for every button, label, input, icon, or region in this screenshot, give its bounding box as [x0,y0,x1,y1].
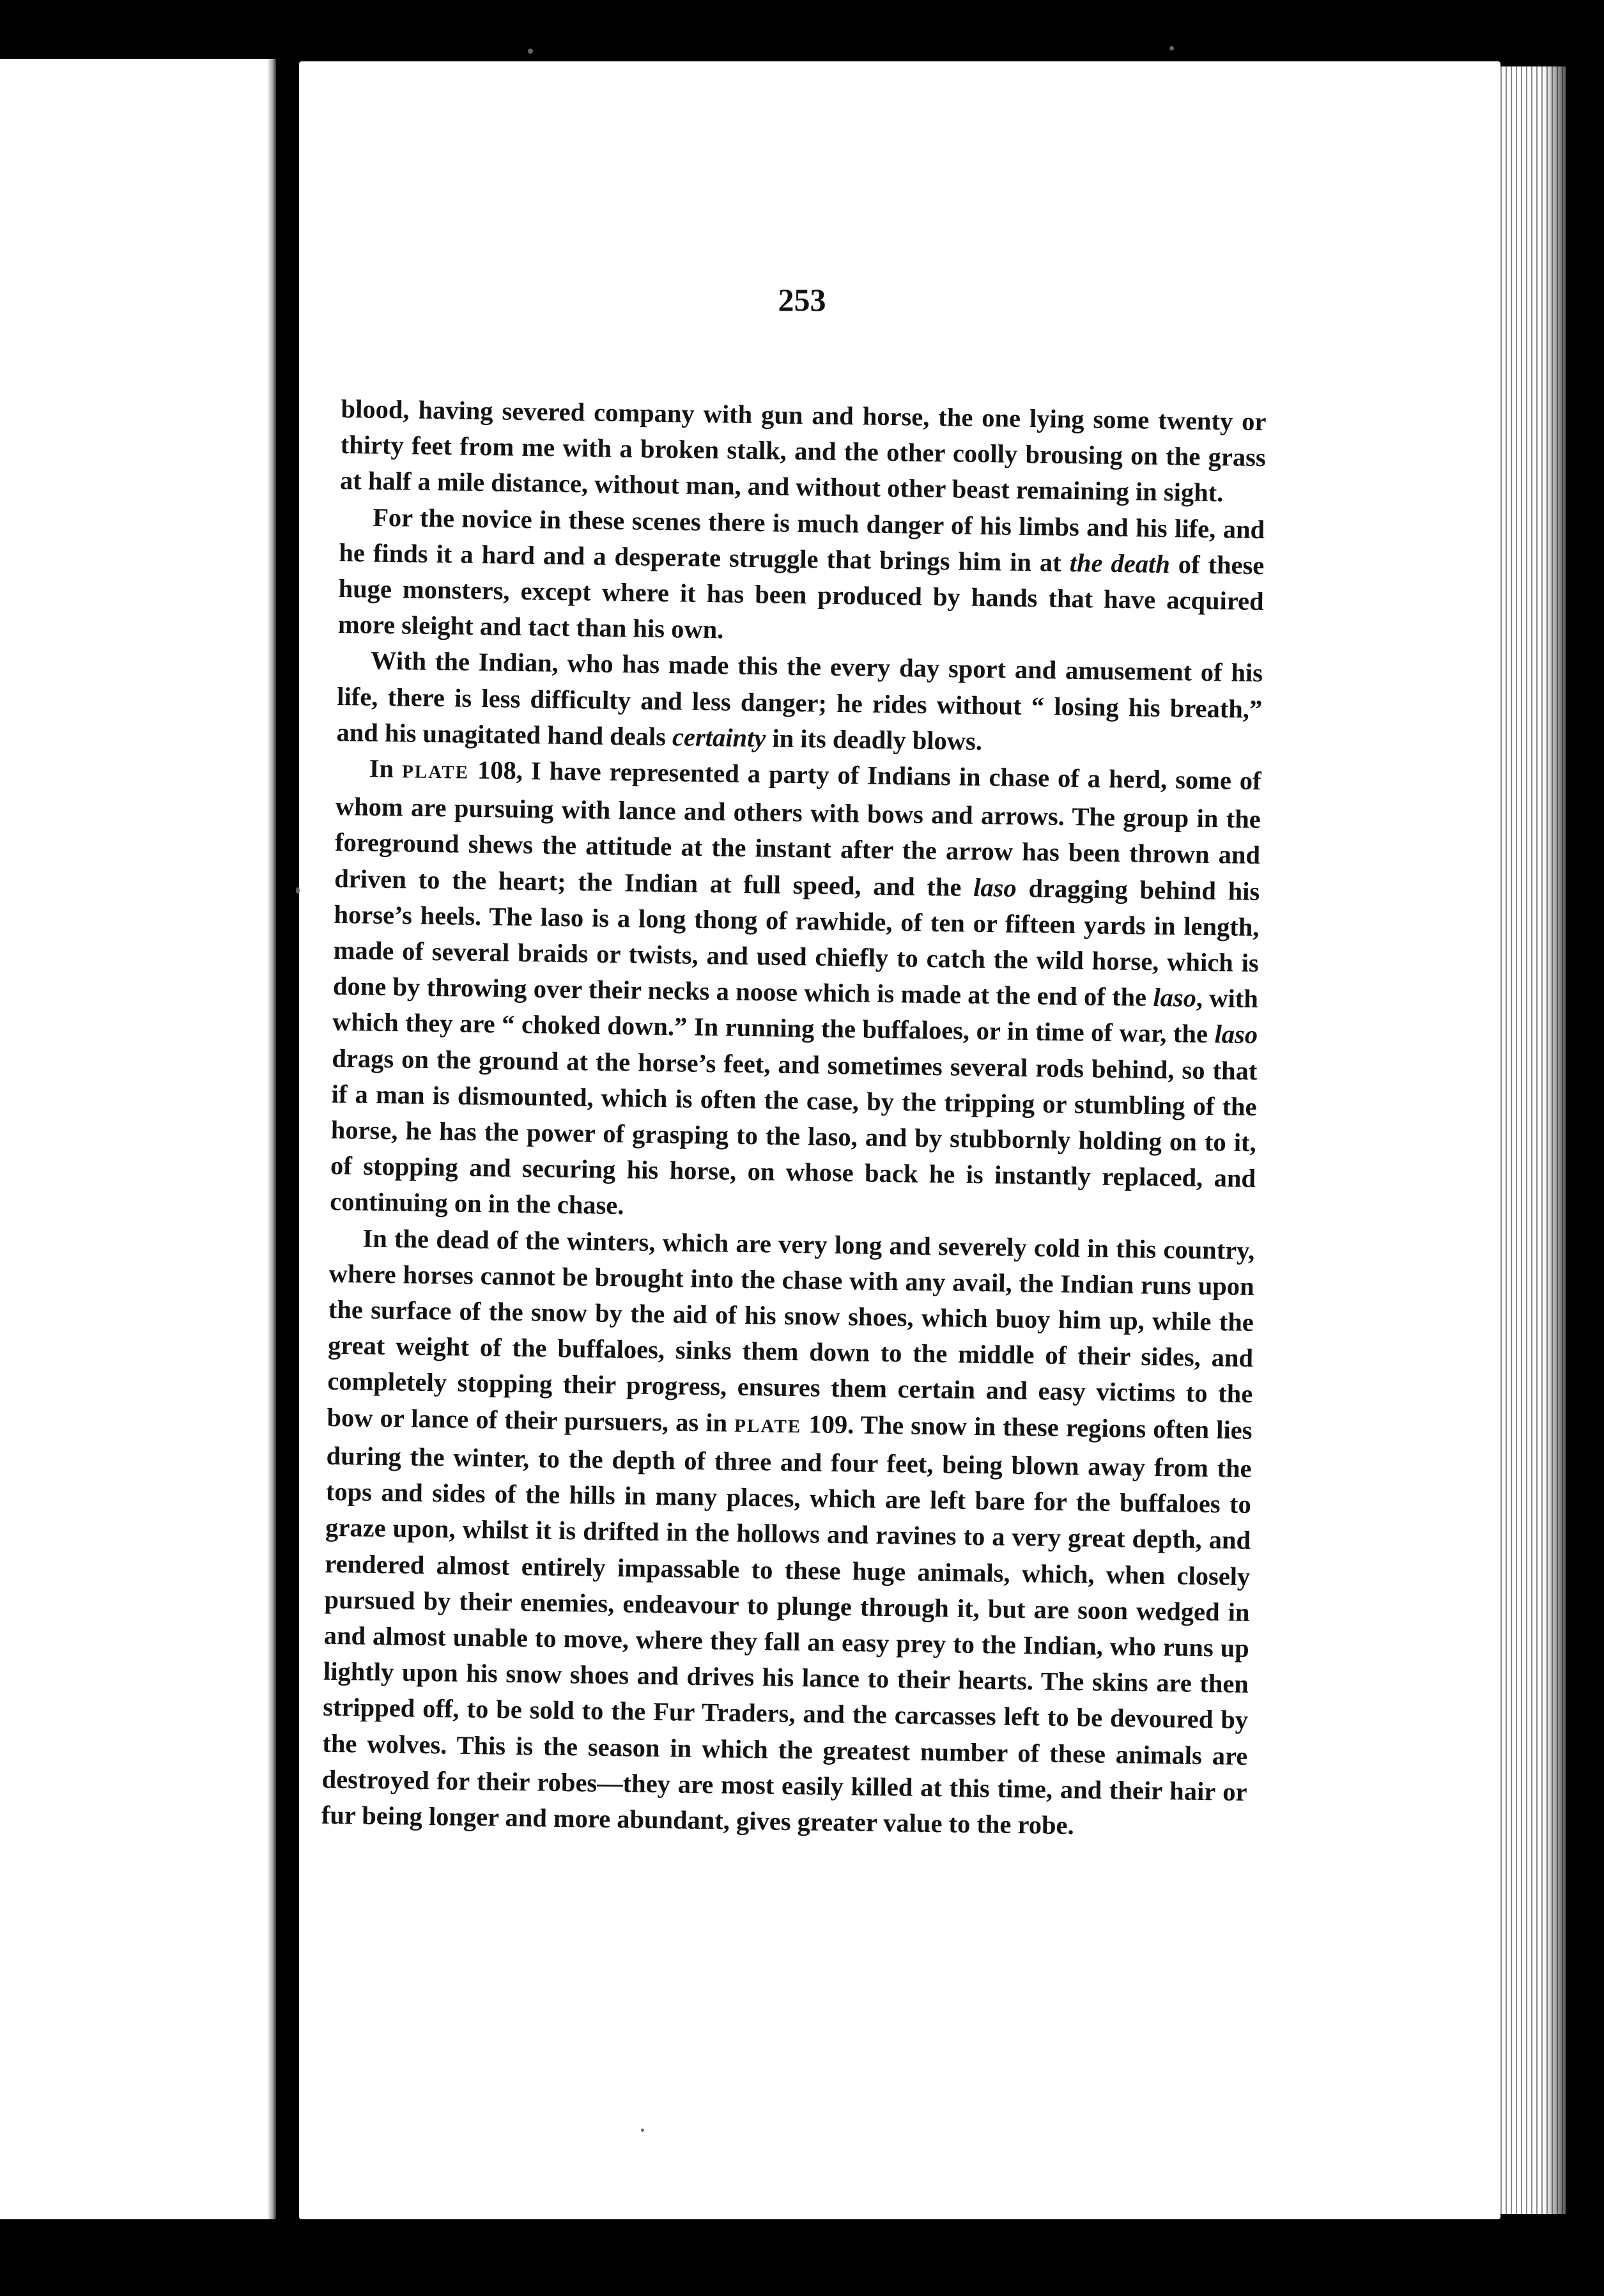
text-run: For the novice in these scenes there is much danger of his limbs and his life, and he finds it a hard and a desperate struggle that brings him in at [339,502,1265,577]
text-run: blood, having severed company with gun and horse, the one lying some twenty or thirty feet from me with a broken stalk, and the other coolly brousing on the grass at half a mile distance, without man, and without other beast remaining in sight. [339,394,1267,508]
italic-text: certainty [672,722,766,753]
scan-speck [296,887,300,894]
page-stack-shadow [1544,66,1566,2214]
scan-speck [528,49,533,54]
text-run: In [369,754,403,784]
text-run: , with which they are “ choked down.” In running the buffaloes, or in time of war, the [332,984,1259,1049]
text-run: In the dead of the winters, which are very long and severely cold in this country, where horses cannot be brought into the chase with any avail, the Indian runs upon the surface of the snow by the aid of his snow shoes, which buoy him up, while the great weight of the buffaloes, sinks them down to the middle of their sides, and completely stopping their progress, ensures them certain and easy victims to the bow or lance of their pursuers, as in [327,1223,1255,1438]
body-text [321,391,1266,1846]
paragraph [338,499,1265,656]
text-run: 108, I have represented a party of Indians in chase of a herd, some of whom are pursuing with lance and others with bows and arrows. The group in the foreground shews the attitude at the instant after the arrow has been thrown and driven to the heart; the Indian at full speed, and the [334,755,1261,902]
paragraph [330,750,1261,1233]
text-run: 109. The snow in these regions often lies during the winter, to the depth of three and four feet, being blown away from the tops and sides of the hills in many places, which are left bare for the buffaloes to graze upon, whilst it is drifted in the hollows and ravines to a very great depth, and rendered almost entirely impassable to these huge animals, which, when closely pursued by their enemies, endeavour to plunge through it, but are soon wedged in and almost unable to move, where they fall an easy prey to the Indian, who runs up lightly upon his snow shoes and drives his lance to their hearts. The skins are then stripped off, to be sold to the Fur Traders, and the carcasses left to be devoured by the wolves. This is the season in which the greatest number of these animals are destroyed for their robes—they are most easily killed at this time, and their hair or fur being longer and more abundant, gives greater value to the robe. [321,1409,1253,1840]
text-run: in its deadly blows. [765,724,983,756]
text-run: dragging behind his horse’s heels. The laso is a long thong of rawhide, of ten or fifteen yards in length, made of several braids or twists, and used chiefly to catch the wild horse, which is done by throwing over their necks a noose which is made at the end of the [332,873,1260,1012]
paragraph [336,642,1263,763]
text-run: drags on the ground at the horse’s feet, and sometimes several rods behind, so that if a man is dismounted, which is often the case, by the tripping or stumbling of the horse, he has the power of grasping to the laso, and by stubbornly holding on to it, of stopping and securing his horse, on whose back he is instantly replaced, and continuing on in the chase. [329,1043,1258,1220]
text-run: of these huge monsters, except where it has been produced by hands that have acquired more sleight and tact than his own. [337,549,1265,644]
text-run: With the Indian, who has made this the every day sport and amusement of his life, there is less difficulty and less danger; he rides without “ losing his breath,” and his unagitated hand deals [336,646,1263,752]
small-caps-text: PLATE [401,761,470,783]
small-caps-text: PLATE [734,1415,802,1437]
book-gutter [267,59,276,2219]
page-number: 253 [778,282,826,318]
scan-speck [1169,46,1174,50]
italic-text: laso [973,873,1017,903]
italic-text: the death [1069,548,1171,578]
italic-text: laso [1214,1020,1258,1050]
paragraph [321,1220,1254,1847]
italic-text: laso [1153,983,1197,1013]
left-page-fragment [0,59,275,2219]
paragraph [340,391,1267,512]
scan-speck [641,2129,644,2132]
